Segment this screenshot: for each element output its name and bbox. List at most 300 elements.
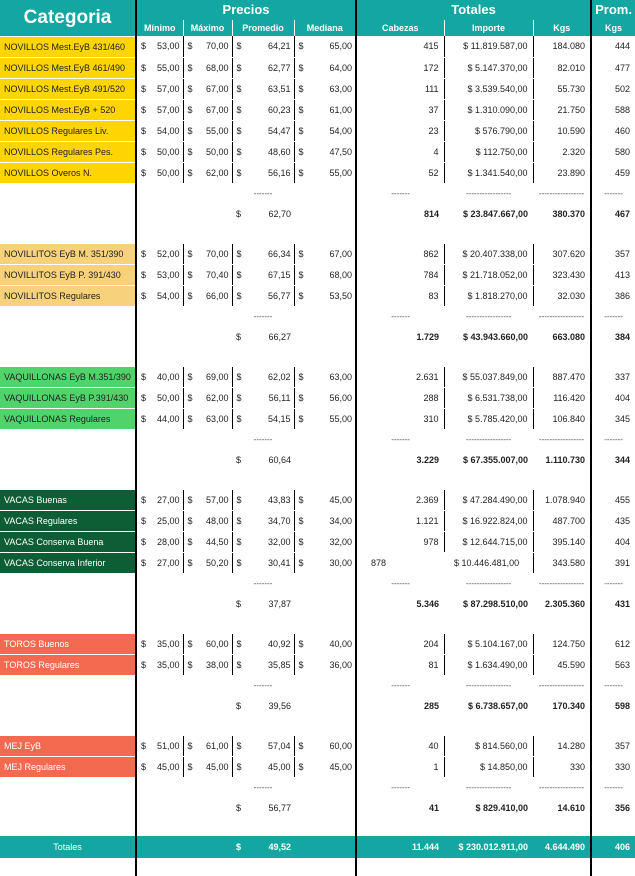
max-price: [183, 367, 232, 388]
empty-cell: [136, 204, 183, 224]
avg-price-value: 34,70: [267, 515, 291, 526]
header-precios: Precios: [136, 0, 356, 20]
currency-symbol: $: [236, 740, 242, 751]
avg-kgs-cell: 357: [591, 736, 635, 757]
currency-symbol: $: [298, 62, 304, 73]
dash-row: [0, 183, 635, 204]
dash-row: [0, 573, 635, 594]
summary-avg-price: [232, 594, 294, 614]
header-categoria: Categoria: [0, 0, 136, 36]
empty-cell: [136, 818, 183, 836]
avg-price: [232, 120, 294, 141]
currency-symbol: $: [187, 290, 193, 301]
empty-cell: [294, 573, 356, 594]
empty-cell: [232, 716, 294, 736]
avg-price: [232, 264, 294, 285]
summary-heads: 3.229: [416, 454, 440, 465]
currency-symbol: $: [298, 83, 304, 94]
avg-price: [232, 285, 294, 306]
table-row: [0, 490, 635, 511]
avg-price: [232, 387, 294, 408]
median-price-value: 45,00: [329, 761, 353, 772]
currency-symbol: $: [236, 167, 242, 178]
empty-cell: [294, 798, 356, 818]
header-importe: Importe: [444, 20, 533, 36]
empty-cell: [136, 696, 183, 716]
max-price: [183, 162, 232, 183]
category-cell: VAQUILLONAS EyB P.391/430: [0, 387, 136, 408]
empty-cell: [533, 470, 591, 490]
summary-kgs: 170.340: [533, 696, 591, 716]
currency-symbol: $: [236, 104, 242, 115]
empty-cell: [294, 450, 356, 470]
empty-cell: [294, 470, 356, 490]
avg-price-value: 66,34: [267, 248, 291, 259]
avg-kgs-cell: 404: [591, 531, 635, 552]
max-price-value: 61,00: [205, 740, 229, 751]
max-price: [183, 387, 232, 408]
max-price-value: 38,00: [205, 659, 229, 670]
currency-symbol: $: [187, 269, 193, 280]
heads-cell: 172: [356, 57, 444, 78]
min-price-value: 44,00: [156, 413, 180, 424]
spacer-row: [0, 224, 635, 244]
dash-row: [0, 675, 635, 696]
empty-cell: [183, 675, 232, 696]
median-price-value: 45,00: [329, 494, 353, 505]
median-price: [294, 654, 356, 675]
avg-price: [232, 36, 294, 57]
category-cell: VACAS Buenas: [0, 490, 136, 511]
min-price: [136, 162, 183, 183]
median-price-value: 65,00: [329, 41, 353, 52]
empty-cell: [0, 777, 136, 798]
avg-price: [232, 552, 294, 573]
median-price-value: 55,00: [329, 167, 353, 178]
median-price: [294, 285, 356, 306]
empty-cell: [136, 224, 183, 244]
avg-kgs-cell: 460: [591, 120, 635, 141]
median-price: [294, 490, 356, 511]
median-price: [294, 141, 356, 162]
spacer-row: [0, 614, 635, 634]
summary-avg-kgs: 344: [615, 454, 631, 465]
empty-cell: [183, 429, 232, 450]
currency-symbol: $: [236, 761, 242, 772]
header-promedio: Promedio: [232, 20, 294, 36]
empty-cell: [232, 224, 294, 244]
heads-cell: 862: [356, 244, 444, 265]
currency-symbol: $: [298, 167, 304, 178]
header-minimo: Mínimo: [136, 20, 183, 36]
min-price-value: 35,00: [156, 659, 180, 670]
median-price-value: 30,00: [329, 557, 353, 568]
max-price-value: 66,00: [205, 290, 229, 301]
dash-separator: -------: [253, 434, 273, 444]
category-cell: NOVILLITOS Regulares: [0, 285, 136, 306]
empty-cell: [294, 204, 356, 224]
currency-symbol: $: [141, 104, 147, 115]
empty-cell: [232, 818, 294, 836]
empty-cell: [444, 470, 533, 490]
avg-kgs-cell: 386: [591, 285, 635, 306]
empty-cell: [591, 818, 635, 836]
empty-cell: [444, 858, 533, 876]
median-price-value: 47,50: [329, 146, 353, 157]
currency-symbol: $: [298, 494, 304, 505]
empty-cell: [183, 696, 232, 716]
min-price-value: 52,00: [156, 248, 180, 259]
dash-separator: -------: [391, 434, 410, 444]
empty-cell: [533, 818, 591, 836]
avg-price-value: 43,83: [267, 494, 291, 505]
currency-symbol: $: [141, 290, 147, 301]
amount-cell: $ 1.634.490,00: [444, 654, 533, 675]
currency-symbol: $: [141, 83, 147, 94]
min-price: [136, 244, 183, 265]
category-cell: TOROS Regulares: [0, 654, 136, 675]
empty-cell: [183, 798, 232, 818]
avg-kgs-cell: 404: [591, 387, 635, 408]
heads-cell: 83: [356, 285, 444, 306]
min-price: [136, 387, 183, 408]
avg-kgs-cell: 477: [591, 57, 635, 78]
summary-avg-kgs: 431: [615, 598, 631, 609]
summary-heads: 5.346: [416, 598, 440, 609]
currency-symbol: $: [187, 515, 193, 526]
median-price: [294, 162, 356, 183]
currency-symbol: $: [236, 638, 242, 649]
empty-cell: [294, 675, 356, 696]
category-cell: NOVILLOS Mest.EyB 461/490: [0, 57, 136, 78]
max-price-value: 48,00: [205, 515, 229, 526]
kgs-cell: 395.140: [533, 531, 591, 552]
median-price: [294, 756, 356, 777]
empty-cell: [0, 573, 136, 594]
median-price-value: 55,00: [329, 413, 353, 424]
avg-price: [232, 531, 294, 552]
amount-cell: $ 1.341.540,00: [444, 162, 533, 183]
empty-cell: [136, 306, 183, 327]
currency-symbol: $: [236, 841, 242, 852]
median-price-value: 32,00: [329, 536, 353, 547]
avg-kgs-cell: 435: [591, 510, 635, 531]
max-price-value: 70,00: [205, 41, 229, 52]
empty-cell: [591, 224, 635, 244]
min-price-value: 50,00: [156, 146, 180, 157]
summary-kgs: 2.305.360: [533, 594, 591, 614]
avg-kgs-cell: 337: [591, 367, 635, 388]
empty-cell: [0, 450, 136, 470]
max-price-value: 60,00: [205, 638, 229, 649]
heads-cell: 23: [356, 120, 444, 141]
summary-kgs: 1.110.730: [533, 450, 591, 470]
empty-cell: [356, 858, 444, 876]
category-cell: NOVILLOS Overos N.: [0, 162, 136, 183]
max-price: [183, 490, 232, 511]
median-price-value: 34,00: [329, 515, 353, 526]
amount-cell: $ 5.104.167,00: [444, 634, 533, 655]
max-price-value: 45,00: [205, 761, 229, 772]
totals-avg-kgs: 406: [591, 836, 635, 858]
currency-symbol: $: [236, 392, 242, 403]
kgs-cell: 2.320: [533, 141, 591, 162]
currency-symbol: $: [141, 167, 147, 178]
max-price: [183, 756, 232, 777]
dash-separator: -------: [391, 578, 410, 588]
min-price: [136, 408, 183, 429]
currency-symbol: $: [236, 598, 242, 609]
dash-separator: -------: [391, 680, 410, 690]
summary-heads: 41: [429, 802, 440, 813]
median-price: [294, 634, 356, 655]
avg-kgs-cell: 580: [591, 141, 635, 162]
min-price-value: 27,00: [156, 494, 180, 505]
avg-kgs-cell: 612: [591, 634, 635, 655]
currency-symbol: $: [236, 454, 242, 465]
min-price-value: 57,00: [156, 104, 180, 115]
min-price: [136, 120, 183, 141]
heads-cell: 978: [356, 531, 444, 552]
min-price: [136, 552, 183, 573]
kgs-cell: 116.420: [533, 387, 591, 408]
dash-separator: -------: [253, 578, 273, 588]
max-price: [183, 736, 232, 757]
category-cell: MEJ EyB: [0, 736, 136, 757]
empty-cell: [183, 614, 232, 634]
dash-separator: -------: [604, 434, 623, 444]
dash-separator: -----------------: [465, 782, 512, 792]
dash-separator: -------: [253, 311, 273, 321]
summary-row: [0, 450, 635, 470]
empty-cell: [136, 594, 183, 614]
empty-cell: [294, 224, 356, 244]
min-price-value: 28,00: [156, 536, 180, 547]
currency-symbol: $: [298, 41, 304, 52]
max-price-value: 63,00: [205, 413, 229, 424]
category-cell: NOVILLITOS EyB M. 351/390: [0, 244, 136, 265]
spacer-row: [0, 470, 635, 490]
empty-cell: [294, 429, 356, 450]
avg-kgs-cell: 502: [591, 78, 635, 99]
heads-cell: 310: [356, 408, 444, 429]
max-price-value: 62,00: [205, 167, 229, 178]
amount-cell: $ 5.147.370,00: [444, 57, 533, 78]
amount-cell: $ 5.785.420,00: [444, 408, 533, 429]
dash-separator: -----------------: [533, 306, 591, 327]
heads-cell: 37: [356, 99, 444, 120]
header-prom-kgs: Kgs: [591, 20, 635, 36]
summary-avg-price-value: 37,87: [268, 598, 291, 609]
avg-kgs-cell: 357: [591, 244, 635, 265]
median-price: [294, 57, 356, 78]
totals-amount: $ 230.012.911,00: [444, 836, 533, 858]
empty-cell: [232, 858, 294, 876]
summary-heads: 285: [424, 700, 440, 711]
kgs-cell: 307.620: [533, 244, 591, 265]
max-price-value: 62,00: [205, 392, 229, 403]
avg-kgs-cell: 459: [591, 162, 635, 183]
amount-cell: $ 3.539.540,00: [444, 78, 533, 99]
avg-price: [232, 57, 294, 78]
empty-cell: [294, 818, 356, 836]
kgs-cell: 330: [533, 756, 591, 777]
currency-symbol: $: [236, 557, 242, 568]
currency-symbol: $: [187, 413, 193, 424]
empty-cell: [0, 858, 136, 876]
empty-cell: [136, 450, 183, 470]
currency-symbol: $: [236, 125, 242, 136]
summary-avg-kgs: 384: [615, 331, 631, 342]
min-price: [136, 756, 183, 777]
spacer-row: [0, 716, 635, 736]
amount-cell: $ 576.790,00: [444, 120, 533, 141]
kgs-cell: 14.280: [533, 736, 591, 757]
summary-kgs: 380.370: [533, 204, 591, 224]
amount-cell: $ 47.284.490,00: [444, 490, 533, 511]
median-price: [294, 99, 356, 120]
category-cell: VACAS Regulares: [0, 510, 136, 531]
empty-cell: [444, 224, 533, 244]
empty-cell: [232, 347, 294, 367]
empty-cell: [0, 224, 136, 244]
heads-cell: 784: [356, 264, 444, 285]
dash-separator: -----------------: [465, 188, 512, 198]
dash-separator: -------: [604, 311, 623, 321]
avg-price-value: 62,77: [267, 62, 291, 73]
currency-symbol: $: [298, 290, 304, 301]
amount-cell: $ 55.037.849,00: [444, 367, 533, 388]
empty-cell: [136, 836, 183, 858]
table-row: [0, 57, 635, 78]
amount-cell: $ 6.531.738,00: [444, 387, 533, 408]
category-cell: VACAS Conserva Buena: [0, 531, 136, 552]
summary-amount: $ 43.943.660,00: [462, 331, 529, 342]
currency-symbol: $: [236, 41, 242, 52]
currency-symbol: $: [187, 62, 193, 73]
heads-cell: 52: [356, 162, 444, 183]
table-row: [0, 36, 635, 57]
empty-cell: [136, 470, 183, 490]
currency-symbol: $: [141, 371, 147, 382]
empty-cell: [183, 573, 232, 594]
heads-cell: 111: [356, 78, 444, 99]
avg-price-value: 62,02: [267, 371, 291, 382]
currency-symbol: $: [298, 536, 304, 547]
table-row: [0, 736, 635, 757]
empty-cell: [0, 818, 136, 836]
median-price: [294, 552, 356, 573]
empty-cell: [136, 777, 183, 798]
empty-cell: [136, 347, 183, 367]
summary-avg-price: [232, 696, 294, 716]
amount-cell: $ 814.560,00: [444, 736, 533, 757]
min-price-value: 55,00: [156, 62, 180, 73]
empty-cell: [533, 347, 591, 367]
currency-symbol: $: [141, 515, 147, 526]
avg-price: [232, 162, 294, 183]
dash-row: [0, 777, 635, 798]
heads-cell: 288: [356, 387, 444, 408]
amount-cell: $ 1.310.090,00: [444, 99, 533, 120]
median-price: [294, 244, 356, 265]
empty-cell: [183, 306, 232, 327]
min-price-value: 50,00: [156, 167, 180, 178]
median-price-value: 67,00: [329, 248, 353, 259]
median-price-value: 40,00: [329, 638, 353, 649]
avg-price: [232, 141, 294, 162]
empty-cell: [294, 696, 356, 716]
totals-kgs: 4.644.490: [533, 836, 591, 858]
summary-heads: 1.729: [416, 331, 440, 342]
avg-price-value: 40,92: [267, 638, 291, 649]
currency-symbol: $: [141, 269, 147, 280]
avg-price-value: 32,00: [267, 536, 291, 547]
summary-avg-kgs: 356: [615, 802, 631, 813]
max-price: [183, 264, 232, 285]
kgs-cell: 82.010: [533, 57, 591, 78]
median-price: [294, 36, 356, 57]
dash-separator: -------: [253, 782, 273, 792]
max-price: [183, 244, 232, 265]
empty-cell: [294, 183, 356, 204]
category-cell: NOVILLOS Mest.EyB 491/520: [0, 78, 136, 99]
empty-cell: [183, 327, 232, 347]
empty-cell: [136, 573, 183, 594]
totals-avg-price-value: 49,52: [268, 841, 291, 852]
summary-avg-price: [232, 204, 294, 224]
spacer-row: [0, 858, 635, 876]
kgs-cell: 887.470: [533, 367, 591, 388]
currency-symbol: $: [236, 83, 242, 94]
empty-cell: [0, 675, 136, 696]
empty-cell: [0, 594, 136, 614]
kgs-cell: 487.700: [533, 510, 591, 531]
currency-symbol: $: [141, 494, 147, 505]
max-price-value: 44,50: [205, 536, 229, 547]
median-price: [294, 736, 356, 757]
median-price: [294, 367, 356, 388]
amount-cell: $ 11.819.587,00: [444, 36, 533, 57]
min-price-value: 57,00: [156, 83, 180, 94]
currency-symbol: $: [298, 371, 304, 382]
empty-cell: [183, 470, 232, 490]
median-price: [294, 120, 356, 141]
empty-cell: [183, 818, 232, 836]
empty-cell: [0, 204, 136, 224]
empty-cell: [0, 183, 136, 204]
min-price: [136, 141, 183, 162]
empty-cell: [356, 818, 444, 836]
dash-separator: -----------------: [533, 573, 591, 594]
avg-kgs-cell: 455: [591, 490, 635, 511]
min-price: [136, 654, 183, 675]
currency-symbol: $: [187, 761, 193, 772]
empty-cell: [294, 716, 356, 736]
median-price-value: 64,00: [329, 62, 353, 73]
dash-separator: -------: [391, 782, 410, 792]
max-price-value: 68,00: [205, 62, 229, 73]
table-row: [0, 141, 635, 162]
median-price-value: 60,00: [329, 740, 353, 751]
dash-row: [0, 429, 635, 450]
max-price: [183, 634, 232, 655]
empty-cell: [356, 470, 444, 490]
empty-cell: [444, 716, 533, 736]
empty-cell: [0, 798, 136, 818]
dash-separator: -------: [604, 578, 623, 588]
empty-cell: [0, 306, 136, 327]
